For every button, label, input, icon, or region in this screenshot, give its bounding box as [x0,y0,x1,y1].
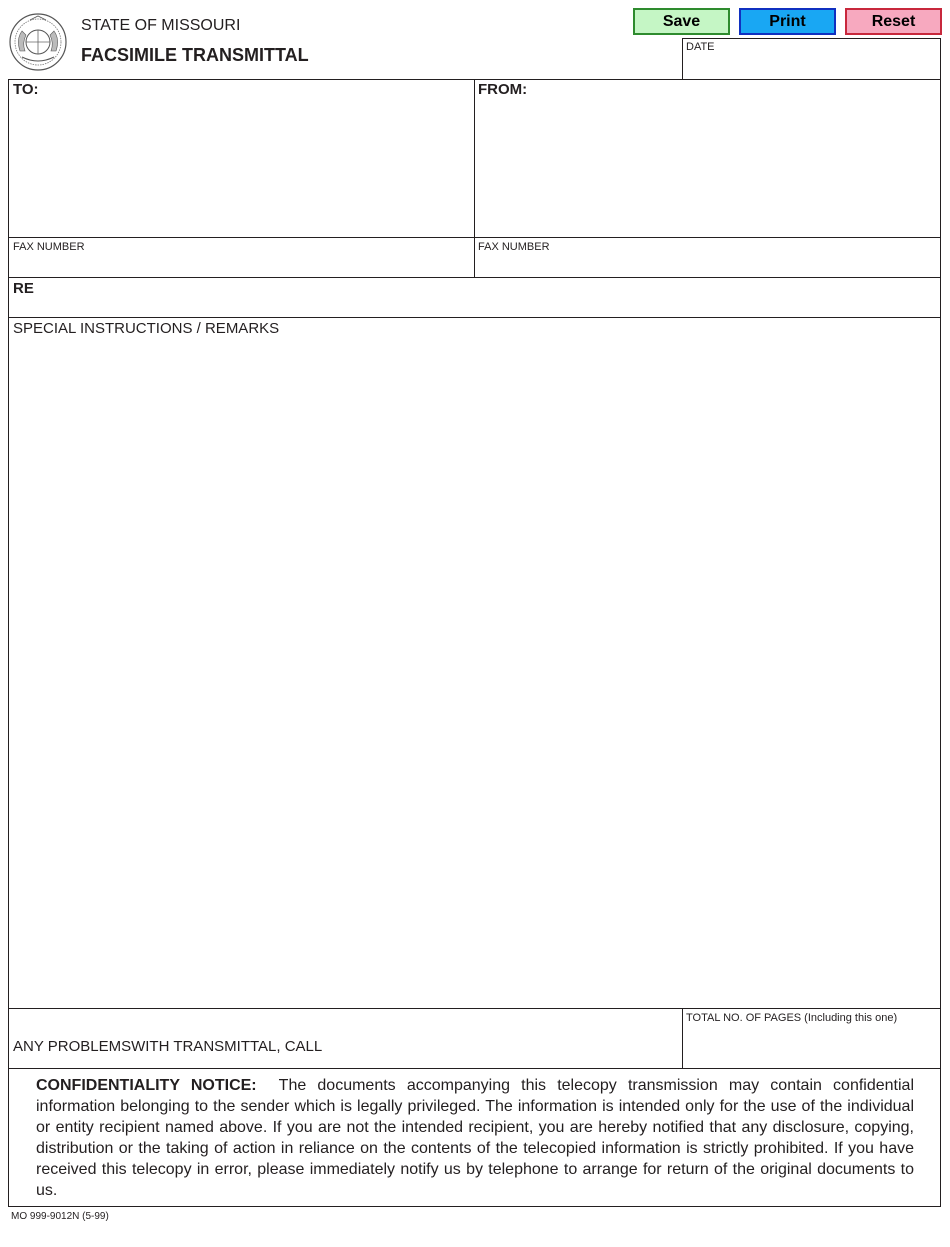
to-fax-field[interactable] [13,254,469,275]
form-frame-left [8,79,9,1207]
problems-phone-field[interactable] [340,1036,676,1062]
notice-heading: CONFIDENTIALITY NOTICE: [36,1077,257,1094]
print-button[interactable]: Print [739,8,836,35]
date-field[interactable] [686,54,936,76]
to-label: TO: [13,81,39,98]
total-pages-label: TOTAL NO. OF PAGES (Including this one) [686,1012,898,1024]
pages-divider [682,1008,683,1068]
from-field[interactable] [478,100,936,234]
state-name: STATE OF MISSOURI [81,17,241,34]
re-field[interactable] [40,280,936,314]
confidentiality-notice [36,1075,914,1201]
to-fax-label: FAX NUMBER [13,241,85,253]
form-frame-right [940,38,941,1207]
total-pages-field[interactable] [686,1026,936,1064]
form-frame-bottom [8,1206,941,1207]
re-row-top [8,277,941,278]
notice-row-top [8,1068,941,1069]
form-number: MO 999-9012N (5-99) [11,1211,109,1222]
date-box-left [682,38,683,79]
problems-row-top [8,1008,941,1009]
date-box-top [682,38,941,39]
from-fax-field[interactable] [478,254,936,275]
to-field[interactable] [13,100,469,234]
fax-row-top [8,237,941,238]
date-label: DATE [686,41,715,53]
to-from-divider [474,79,475,277]
problems-label: ANY PROBLEMSWITH TRANSMITTAL, CALL [13,1038,323,1055]
remarks-field[interactable] [13,340,936,1004]
remarks-label: SPECIAL INSTRUCTIONS / REMARKS [13,320,280,337]
from-fax-label: FAX NUMBER [478,241,550,253]
missouri-state-seal-icon [8,11,68,73]
re-label: RE [13,280,34,297]
remarks-row-top [8,317,941,318]
reset-button[interactable]: Reset [845,8,942,35]
form-title: FACSIMILE TRANSMITTAL [81,45,309,65]
from-label: FROM: [478,81,528,98]
notice-body: The documents accompanying this telecopy transmission may contain confidential information belonging to the sender which is legally privileged. The information is intended only for the use of the individual or entity recipient named above. If you are not the intended recipient, you are hereby notified that any disclosure, copying, distribution or the taking of action in reliance on the contents of the telecopied information is strictly prohibited. If you have received this telecopy in error, please immediately notify us by telephone to arrange for return of the original documents to us. [36,1077,914,1199]
save-button[interactable]: Save [633,8,730,35]
